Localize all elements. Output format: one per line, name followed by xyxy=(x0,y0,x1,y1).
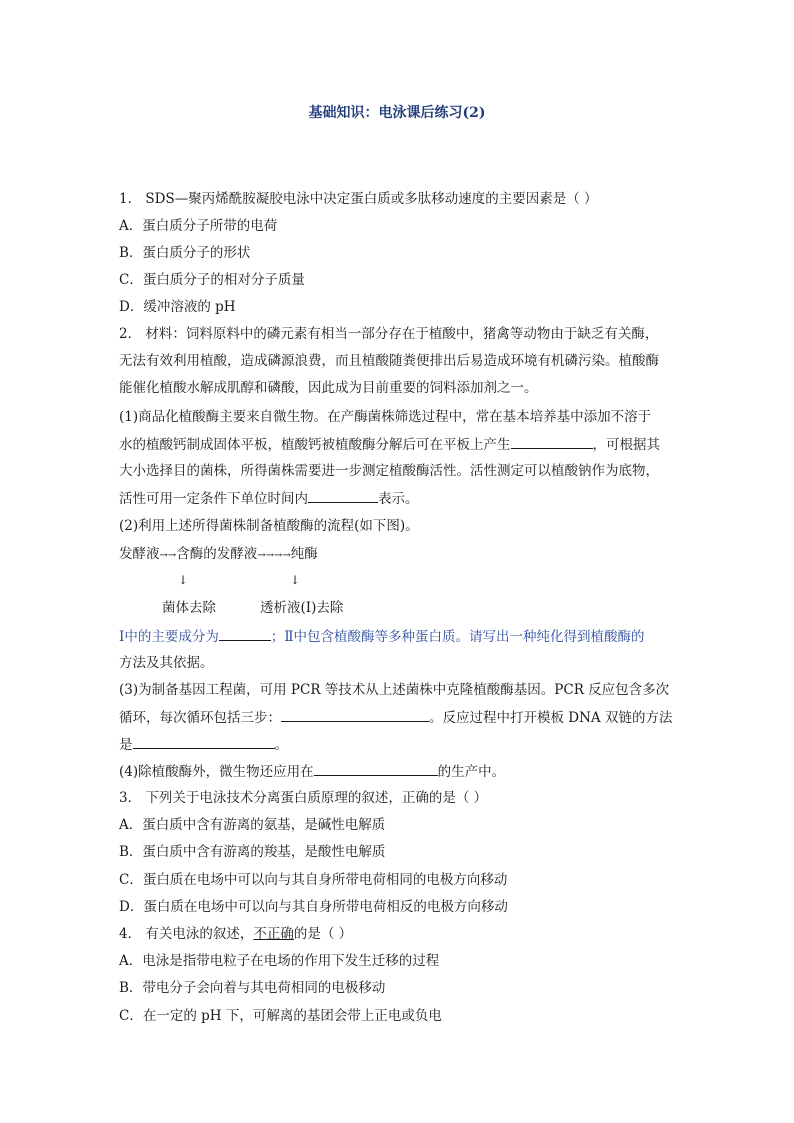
q2-part1-line4-tail: 表示。 xyxy=(378,491,419,507)
answer-blank[interactable] xyxy=(308,488,378,503)
flow-arrows-icon: →→ xyxy=(159,550,177,561)
q2-part3-line1: (3)为制备基因工程菌，可用 PCR 等技术从上述菌株中克隆植酸酶基因。PCR 反应包含多次 xyxy=(119,682,670,698)
q4-stem xyxy=(119,924,352,944)
answer-blank[interactable] xyxy=(314,761,438,776)
q2-part2-line3: 方法及其依据。 xyxy=(119,655,214,671)
q2-part2-line2-tail: ；Ⅱ中包含植酸酶等多种蛋白质。请写出一种纯化得到植酸酶的 xyxy=(270,629,645,645)
q1-option-a: A．蛋白质分子所带的电荷 xyxy=(119,218,278,234)
flow-step-pure-enzyme: 纯酶 xyxy=(290,546,318,562)
q2-part4-tail: 的生产中。 xyxy=(437,764,506,780)
q1-option-c: C．蛋白质分子的相对分子质量 xyxy=(119,272,305,288)
q4-option-c: C．在一定的 pH 下，可解离的基团会带上正电或负电 xyxy=(119,1008,442,1024)
page-title: 基础知识：电泳课后练习(2) xyxy=(308,105,486,121)
down-arrow-icon: ↓ xyxy=(290,573,301,587)
q2-part3-line2-tail: 。反应过程中打开模板 DNA 双链的方法 xyxy=(429,710,673,726)
q4-stem-text: 4． 有关电泳的叙述， xyxy=(119,926,254,942)
q2-part1-line4-text: 活性可用一定条件下单位时间内 xyxy=(119,491,308,507)
q2-part3-line2 xyxy=(119,707,672,728)
q2-part3-line2-text: 循环，每次循环包括三步： xyxy=(119,710,281,726)
flow-sub-cell-removal: 菌体去除 xyxy=(162,600,216,616)
answer-blank[interactable] xyxy=(511,434,593,449)
flow-diagram-row xyxy=(119,544,318,566)
q3-option-a: A．蛋白质中含有游离的氨基，是碱性电解质 xyxy=(119,817,386,833)
answer-blank[interactable] xyxy=(219,626,271,641)
q1-option-b: B．蛋白质分子的形状 xyxy=(119,245,251,261)
q2-stem-line1: 2． 材料：饲料原料中的磷元素有相当一部分存在于植酸中，猪禽等动物由于缺乏有关酶， xyxy=(119,326,659,342)
q4-option-a: A．电泳是指带电粒子在电场的作用下发生迁移的过程 xyxy=(119,953,440,969)
q3-option-c: C．蛋白质在电场中可以向与其自身所带电荷相同的电极方向移动 xyxy=(119,872,508,888)
flow-step-enzyme-broth: 含酶的发酵液 xyxy=(176,546,258,562)
flow-sub-dialysis-removal: 透析液(Ⅰ)去除 xyxy=(260,600,344,616)
answer-blank[interactable] xyxy=(133,734,275,749)
q2-part1-line4 xyxy=(119,488,419,509)
q4-stem-tail: 的是（ ） xyxy=(293,926,353,942)
flow-arrows-icon: →→→→ xyxy=(257,550,291,561)
q2-part3-line3-tail: 。 xyxy=(274,737,288,753)
q3-stem: 3． 下列关于电泳技术分离蛋白质原理的叙述，正确的是（ ） xyxy=(119,790,488,806)
q2-part1-line2-text: 水的植酸钙制成固体平板，植酸钙被植酸酶分解后可在平板上产生 xyxy=(119,437,511,453)
q2-part1-line1: (1)商品化植酸酶主要来自微生物。在产酶菌株筛选过程中，常在基本培养基中添加不溶于 xyxy=(119,409,652,425)
answer-blank[interactable] xyxy=(281,707,429,722)
q3-option-b: B．蛋白质中含有游离的羧基，是酸性电解质 xyxy=(119,844,386,860)
q2-part1-line3: 大小选择目的菌株，所得菌株需要进一步测定植酸酶活性。活性测定可以植酸钠作为底物， xyxy=(119,463,659,479)
q4-stem-emphasis: 不正确 xyxy=(253,926,294,942)
q2-part3-line3-text: 是 xyxy=(119,737,133,753)
q2-stem-line2: 无法有效利用植酸，造成磷源浪费，而且植酸随粪便排出后易造成环境有机磷污染。植酸酶 xyxy=(119,353,659,369)
q2-stem-line3: 能催化植酸水解成肌醇和磷酸，因此成为目前重要的饲料添加剂之一。 xyxy=(119,380,538,396)
q2-part3-line3 xyxy=(119,734,288,755)
q4-option-b: B．带电分子会向着与其电荷相同的电极移动 xyxy=(119,980,386,996)
q1-stem: 1． SDS—聚丙烯酰胺凝胶电泳中决定蛋白质或多肽移动速度的主要因素是（ ） xyxy=(119,191,598,207)
q2-part1-line2-tail: ，可根据其 xyxy=(592,437,660,453)
q2-part2-line2 xyxy=(119,626,645,647)
q3-option-d: D．蛋白质在电场中可以向与其自身所带电荷相反的电极方向移动 xyxy=(119,899,508,915)
q1-option-d: D．缓冲溶液的 pH xyxy=(119,299,236,315)
q2-part1-line2 xyxy=(119,434,660,455)
q2-part2-line1: (2)利用上述所得菌株制备植酸酶的流程(如下图)。 xyxy=(119,518,419,534)
down-arrow-icon: ↓ xyxy=(178,573,189,587)
flow-step-fermentation: 发酵液 xyxy=(119,546,160,562)
q2-part4-text: (4)除植酸酶外，微生物还应用在 xyxy=(119,764,314,780)
q2-part2-line2-text: Ⅰ中的主要成分为 xyxy=(119,629,219,645)
q2-part4 xyxy=(119,761,505,782)
